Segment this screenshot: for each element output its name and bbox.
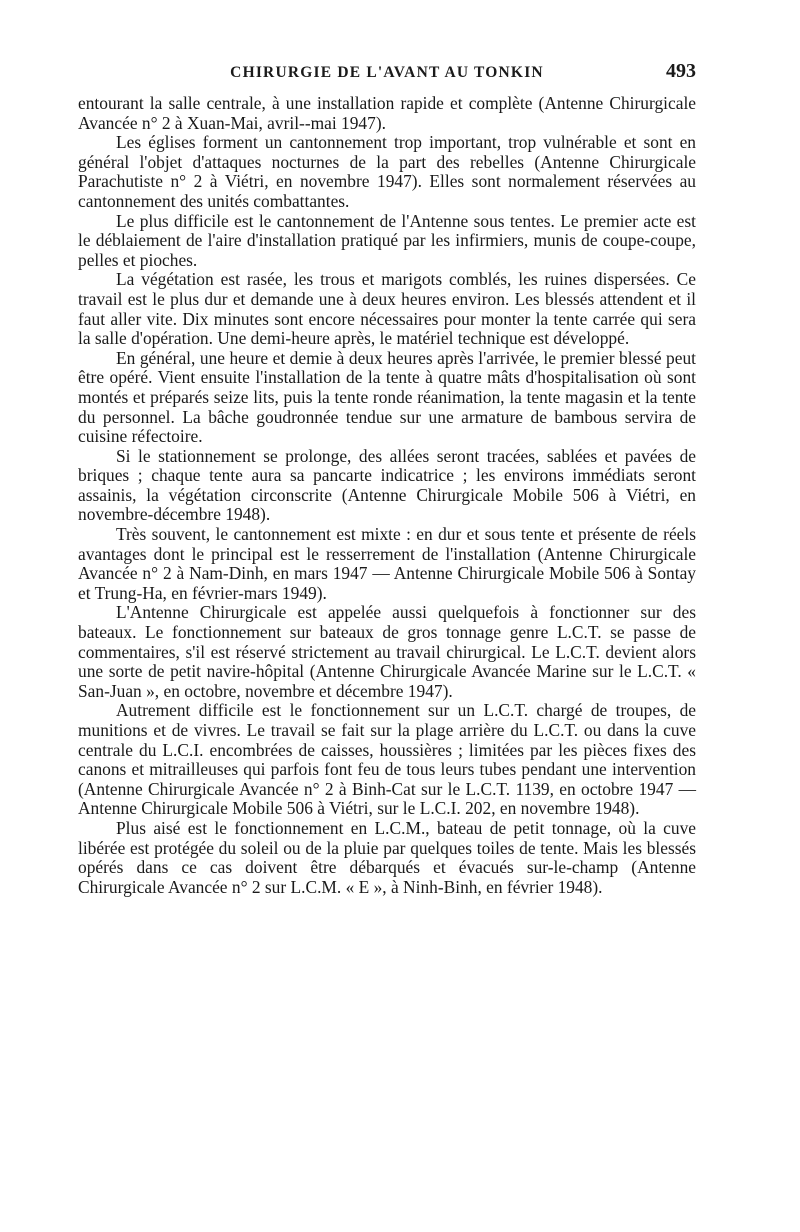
paragraph: Le plus difficile est le cantonnement de l'Antenne sous tentes. Le premier acte est le déblaiement de l'aire d'installation pratiqué par les infirmiers, munis de coupe-coupe, pelles et pioches.: [78, 210, 696, 270]
paragraph: En général, une heure et demie à deux heures après l'arrivée, le premier blessé peut être opéré. Vient ensuite l'installation de la tente à quatre mâts d'hospitalisation où sont montés et préparés seize lits, puis la tente ronde réanimation, la tente magasin et la tente du personnel. La bâche goudronnée tendue sur une armature de bambous servira de cuisine réfectoire.: [78, 347, 696, 447]
paragraph: Très souvent, le cantonnement est mixte : en dur et sous tente et présente de réels avantages dont le principal est le resserrement de l'installation (Antenne Chirurgicale Avancée n° 2 à Nam-Dinh, en mars 1947 — Antenne Chirurgicale Mobile 506 à Sontay et Trung-Ha, en février-mars 1949).: [78, 524, 696, 603]
paragraph: entourant la salle centrale, à une installation rapide et complète (Antenne Chirurgicale Avancée n° 2 à Xuan-Mai, avril--mai 1947).: [78, 93, 696, 133]
paragraph: L'Antenne Chirurgicale est appelée aussi quelquefois à fonctionner sur des bateaux. Le fonctionnement sur bateaux de gros tonnage genre L.C.T. se passe de commentaires, s'il est réservé strictement au travail chirurgical. Le L.C.T. devient alors une sorte de petit navire-hôpital (Antenne Chirurgicale Avancée Marine sur le L.C.T. « San-Juan », en octobre, novembre et décembre 1947).: [78, 602, 696, 701]
body-text: [78, 94, 696, 897]
document-page: [78, 58, 696, 897]
paragraph: Plus aisé est le fonctionnement en L.C.M., bateau de petit tonnage, où la cuve libérée est protégée du soleil ou de la pluie par quelques toiles de tente. Mais les blessés opérés dans ce cas doivent être débarqués et évacués sur-le-champ (Antenne Chirurgicale Avancée n° 2 sur L.C.M. « E », à Ninh-Binh, en février 1948).: [78, 817, 696, 897]
page-header: [78, 58, 696, 88]
page-number: 493: [666, 60, 696, 82]
paragraph: Si le stationnement se prolonge, des allées seront tracées, sablées et pavées de briques ; chaque tente aura sa pancarte indicatrice ; les environs immédiats seront assainis, la végétation circonscrite (Antenne Chirurgicale Mobile 506 à Viétri, en novembre-décembre 1948).: [78, 445, 696, 525]
running-title: CHIRURGIE DE L'AVANT AU TONKIN: [230, 64, 544, 81]
paragraph: Autrement difficile est le fonctionnement sur un L.C.T. chargé de troupes, de munitions et de vivres. Le travail se fait sur la plage arrière du L.C.T. ou dans la cuve centrale du L.C.I. encombrées de caisses, houssières ; limitées par les pièces fixes des canons et mitrailleuses qui parfois font feu de tous leurs tubes pendant une intervention (Antenne Chirurgicale Avancée n° 2 à Binh-Cat sur le L.C.T. 1139, en octobre 1947 — Antenne Chirurgicale Mobile 506 à Viétri, sur le L.C.I. 202, en novembre 1948).: [78, 700, 696, 819]
paragraph: Les églises forment un cantonnement trop important, trop vulnérable et sont en général l'objet d'attaques nocturnes de la part des rebelles (Antenne Chirurgicale Parachutiste n° 2 à Viétri, en novembre 1947). Elles sont normalement réservées au cantonnement des unités combattantes.: [78, 132, 696, 211]
paragraph: La végétation est rasée, les trous et marigots comblés, les ruines dispersées. Ce travail est le plus dur et demande une à deux heures environ. Les blessés attendent et il faut aller vite. Dix minutes sont encore nécessaires pour monter la tente carrée qui sera la salle d'opération. Une demi-heure après, le matériel technique est développé.: [78, 269, 696, 349]
